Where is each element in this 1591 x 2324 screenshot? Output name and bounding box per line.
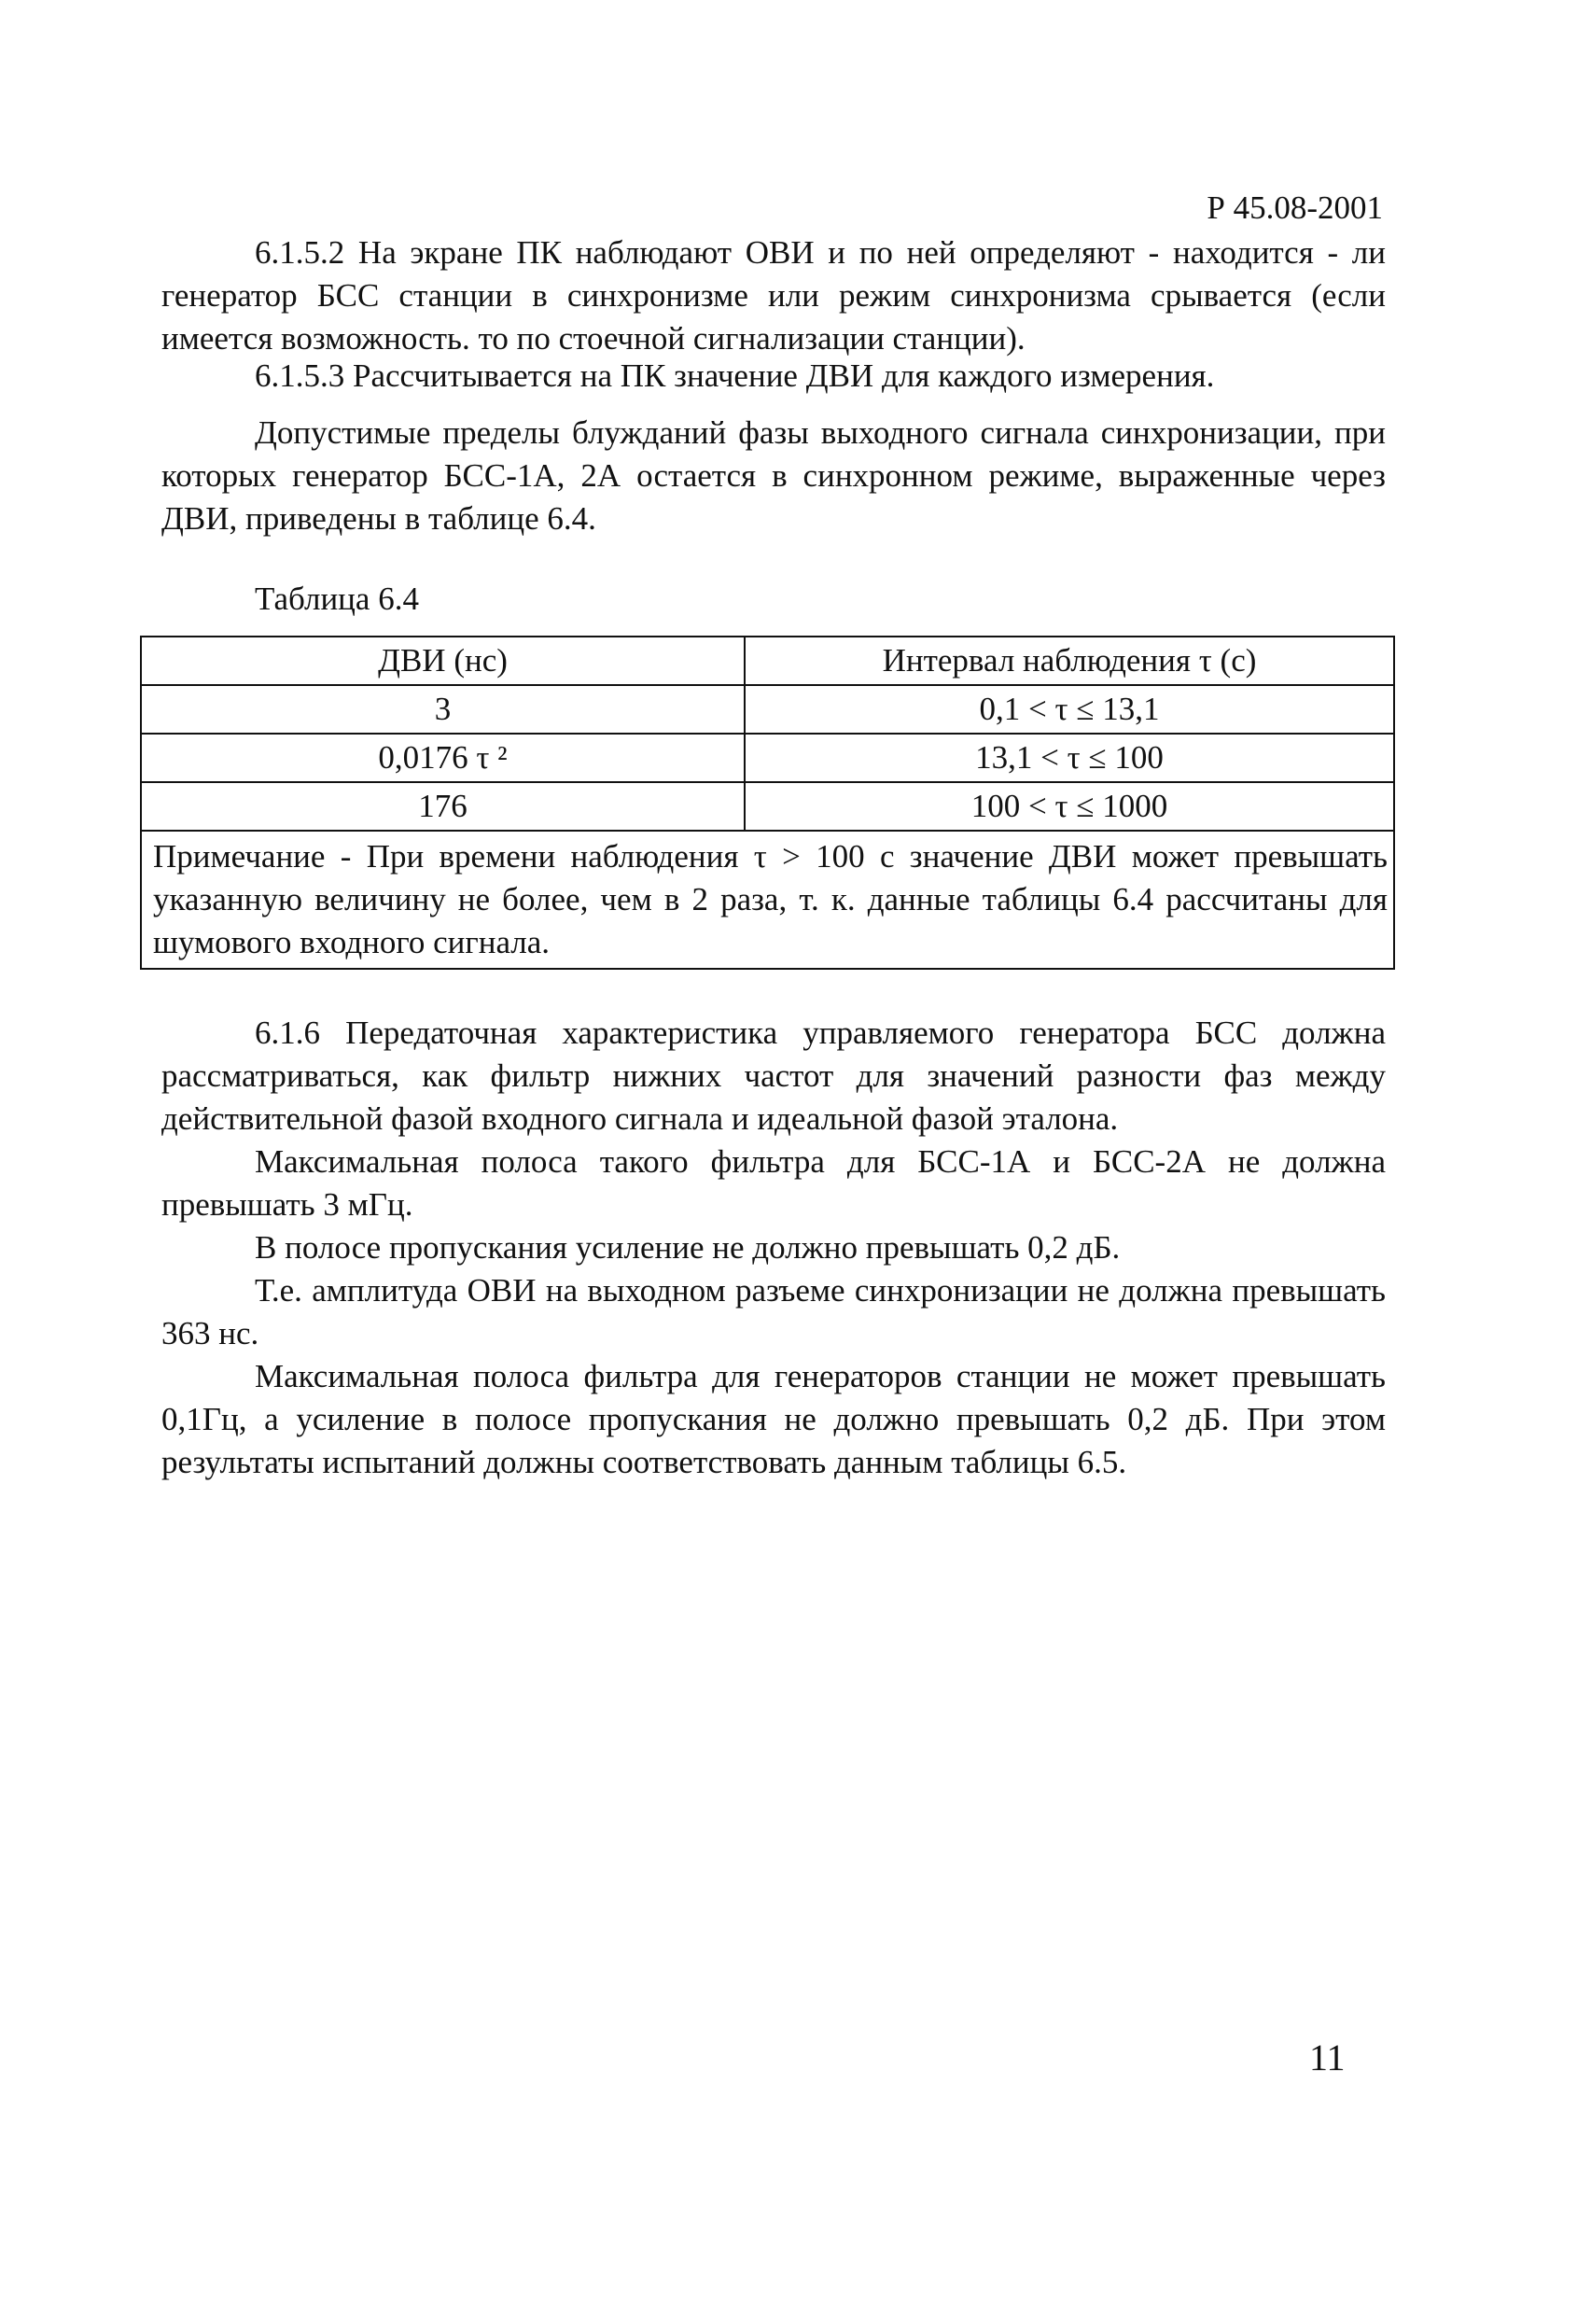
table-cell-dvi: 3 [141,685,745,734]
table-header-dvi: ДВИ (нс) [141,637,745,685]
paragraph-6-1-6: 6.1.6 Передаточная характеристика управляемого генератора БСС должна рассматриваться, как фильтр нижних частот для значений разности фаз между действительной фазой входного сигнала и идеальной фазой эталона. [161,1015,1386,1137]
table-cell-dvi: 0,0176 τ ² [141,734,745,782]
table-row [141,685,1394,734]
paragraph-station-filter: Максимальная полоса фильтра для генераторов станции не может превышать 0,1Гц, а усиление в полосе пропускания не должно превышать 0,2 дБ. При этом результаты испытаний должны соответствовать данным таблицы 6.5. [161,1358,1386,1480]
table-header-row [141,637,1394,685]
table-6-4 [140,636,1395,970]
paragraph-limits-intro: Допустимые пределы блужданий фазы выходного сигнала синхронизации, при которых генератор БСС-1А, 2А остается в синхронном режиме, выраженные через ДВИ, приведены в таблице 6.4. [161,414,1386,537]
table-row [141,782,1394,831]
paragraph-gain: В полосе пропускания усиление не должно превышать 0,2 дБ. [255,1229,1121,1266]
paragraph-6-1-5-2: 6.1.5.2 На экране ПК наблюдают ОВИ и по ней определяют - находится - ли генератор БСС станции в синхронизме или режим синхронизма срывается (если имеется возможность. то по стоечной сигнализации станции). [161,234,1386,357]
paragraph-6-1-5-3: 6.1.5.3 Рассчитывается на ПК значение ДВИ для каждого измерения. [255,357,1215,394]
table-cell-dvi: 176 [141,782,745,831]
table-caption: Таблица 6.4 [255,581,419,617]
table-note: Примечание - При времени наблюдения τ > 100 с значение ДВИ может превышать указанную величину не более, чем в 2 раза, т. к. данные таблицы 6.4 рассчитаны для шумового входного сигнала. [141,831,1394,969]
table-cell-interval: 13,1 < τ ≤ 100 [745,734,1394,782]
table-note-row [141,831,1394,969]
table-header-interval: Интервал наблюдения τ (с) [745,637,1394,685]
paragraph-amplitude: Т.е. амплитуда ОВИ на выходном разъеме синхронизации не должна превышать 363 нс. [161,1272,1386,1351]
paragraph-max-band: Максимальная полоса такого фильтра для БСС-1А и БСС-2А не должна превышать 3 мГц. [161,1143,1386,1223]
document-code: Р 45.08-2001 [1207,189,1383,226]
table-cell-interval: 0,1 < τ ≤ 13,1 [745,685,1394,734]
table-cell-interval: 100 < τ ≤ 1000 [745,782,1394,831]
table-row [141,734,1394,782]
page-number: 11 [1309,2037,1346,2079]
